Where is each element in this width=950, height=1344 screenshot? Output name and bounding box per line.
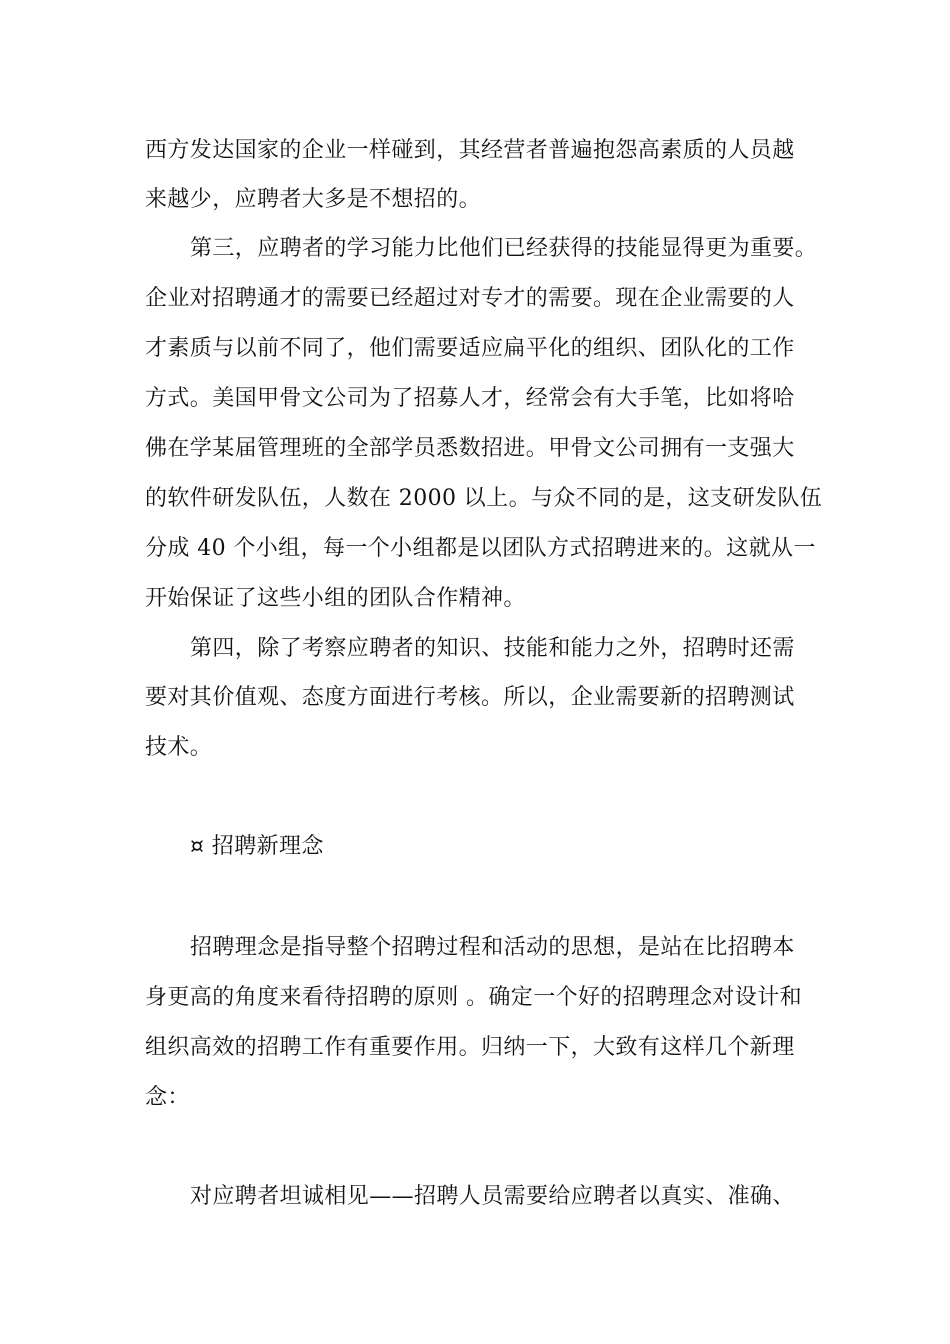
paragraph-2-line-4: 方式。美国甲骨文公司为了招募人才，经常会有大手笔，比如将哈 — [145, 386, 795, 411]
paragraph-1-line-1: 西方发达国家的企业一样碰到，其经营者普遍抱怨高素质的人员越 — [145, 138, 795, 163]
paragraph-3-line-2: 要对其价值观、态度方面进行考核。所以，企业需要新的招聘测试 — [145, 685, 795, 710]
paragraph-2-line-8: 开始保证了这些小组的团队合作精神。 — [145, 586, 526, 611]
paragraph-2-line-7: 分成 40 个小组，每一个小组都是以团队方式招聘进来的。这就从一 — [145, 536, 816, 561]
paragraph-4-line-4: 念： — [145, 1085, 190, 1110]
paragraph-2-line-6: 的软件研发队伍，人数在 2000 以上。与众不同的是，这支研发队伍 — [145, 486, 823, 511]
paragraph-2-line-5: 佛在学某届管理班的全部学员悉数招进。甲骨文公司拥有一支强大 — [145, 436, 795, 461]
paragraph-5-line-1: 对应聘者坦诚相见——招聘人员需要给应聘者以真实、准确、 — [190, 1184, 795, 1209]
paragraph-1-line-2: 来越少，应聘者大多是不想招的。 — [145, 187, 482, 212]
paragraph-3-line-1: 第四，除了考察应聘者的知识、技能和能力之外，招聘时还需 — [190, 636, 795, 661]
paragraph-4-line-3: 组织高效的招聘工作有重要作用。归纳一下，大致有这样几个新理 — [145, 1035, 795, 1060]
paragraph-4-line-1: 招聘理念是指导整个招聘过程和活动的思想，是站在比招聘本 — [190, 935, 795, 960]
paragraph-4-line-2: 身更高的角度来看待招聘的原则 。确定一个好的招聘理念对设计和 — [145, 985, 802, 1010]
paragraph-2-line-3: 才素质与以前不同了，他们需要适应扁平化的组织、团队化的工作 — [145, 336, 795, 361]
section-heading: ¤ 招聘新理念 — [190, 834, 324, 859]
paragraph-2-line-1: 第三，应聘者的学习能力比他们已经获得的技能显得更为重要。 — [190, 236, 818, 261]
paragraph-3-line-3: 技术。 — [145, 735, 213, 760]
paragraph-2-line-2: 企业对招聘通才的需要已经超过对专才的需要。现在企业需要的人 — [145, 286, 795, 311]
